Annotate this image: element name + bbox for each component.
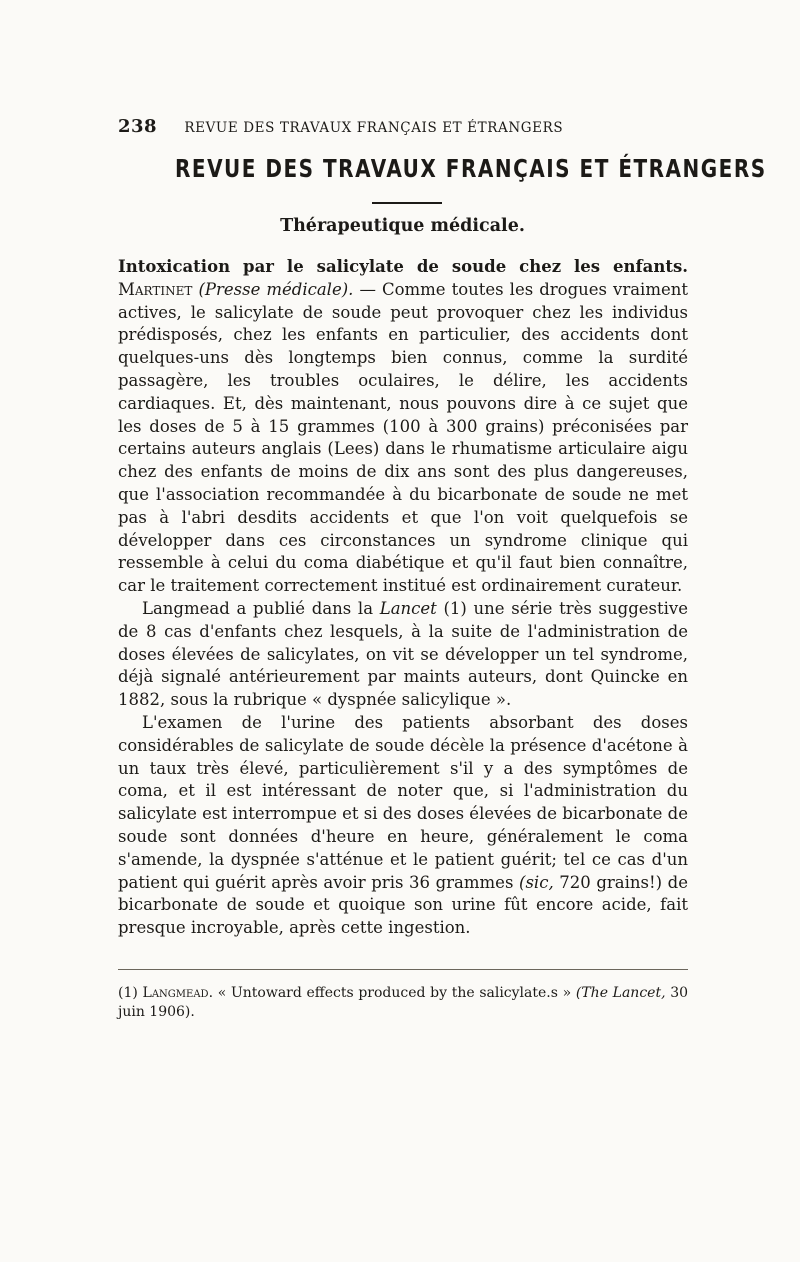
paragraph-2-start: Langmead a publié dans la [142, 598, 374, 618]
footnote-journal: (The Lancet, [575, 985, 666, 1001]
running-head-title: REVUE DES TRAVAUX FRANÇAIS ET ÉTRANGERS [184, 120, 564, 136]
paragraph-2 [118, 598, 688, 712]
section-title: Thérapeutique médicale. [280, 216, 525, 236]
footnote-author: Langmead. [142, 985, 214, 1001]
footnote-marker: (1) [118, 985, 138, 1001]
footnote [118, 984, 688, 1022]
footnote-divider [118, 969, 688, 970]
paragraph-3-start: L'examen de l'urine des patients absorbant des doses considérables de salicylate de soude décèle la présence d'acétone à un taux très élevé, particulièrement s'il y a des symptômes de coma, et il est intéressant de noter que, si l'administration du salicylate est interrompue et si des doses élevées de bicarbonate de soude sont données d'heure en heure, généralement le coma s'amende, la dyspnée s'atténue et le patient guérit; tel ce cas d'un patient qui guérit après avoir pris 36 grammes [118, 712, 688, 892]
running-head [118, 116, 678, 137]
title-divider [372, 202, 442, 204]
page-number: 238 [118, 116, 158, 137]
paragraph-2-journal: Lancet [379, 598, 437, 618]
paragraph-1-text: — Comme toutes les drogues vraiment actives, le salicylate de soude peut provoquer chez les individus prédisposés, chez les enfants en particulier, des accidents dont quelques-uns dès longtemps bien connus, comme la surdité passagère, les troubles oculaires, le délire, les accidents cardiaques. Et, dès maintenant, nous pouvons dire à ce sujet que les doses de 5 à 15 grammes (100 à 300 grains) préconisées par certains auteurs anglais (Lees) dans le rhumatisme articulaire aigu chez des enfants de moins de dix ans sont des plus dangereuses, que l'association recommandée à du bicarbonate de soude ne met pas à l'abri desdits accidents et que l'on voit quelquefois se développer dans ces circonstances un syndrome clinique qui ressemble à celui du coma diabétique et qu'il faut bien connaître, car le traitement correctement institué est ordinairement curateur. [118, 279, 689, 596]
paragraph-3-sic: (sic, [519, 872, 554, 892]
article-author: Martinet [118, 279, 193, 299]
footnote-text: « Untoward effects produced by the salicylate.s » [217, 985, 572, 1001]
paragraph-3 [118, 712, 688, 940]
article-lead-title: Intoxication par le salicylate de soude chez les enfants. [118, 257, 688, 276]
article-source: (Presse médicale). [198, 279, 354, 299]
journal-title: REVUE DES TRAVAUX FRANÇAIS ET ÉTRANGERS [175, 153, 767, 183]
article-body [118, 256, 688, 940]
paragraph-1 [118, 256, 688, 598]
paragraph-3-end: 720 grains!) de bicarbonate de soude et quoique son urine fût encore acide, fait presque incroyable, après cette ingestion. [118, 872, 688, 938]
paragraph-2-text: (1) une série très suggestive de 8 cas d'enfants chez lesquels, à la suite de l'administration de doses élevées de salicylates, on vit se développer un tel syndrome, déjà signalé antérieurement par maints auteurs, dont Quincke en 1882, sous la rubrique « dyspnée salicylique ». [118, 598, 688, 710]
footnote-date: 30 juin 1906). [118, 985, 689, 1020]
